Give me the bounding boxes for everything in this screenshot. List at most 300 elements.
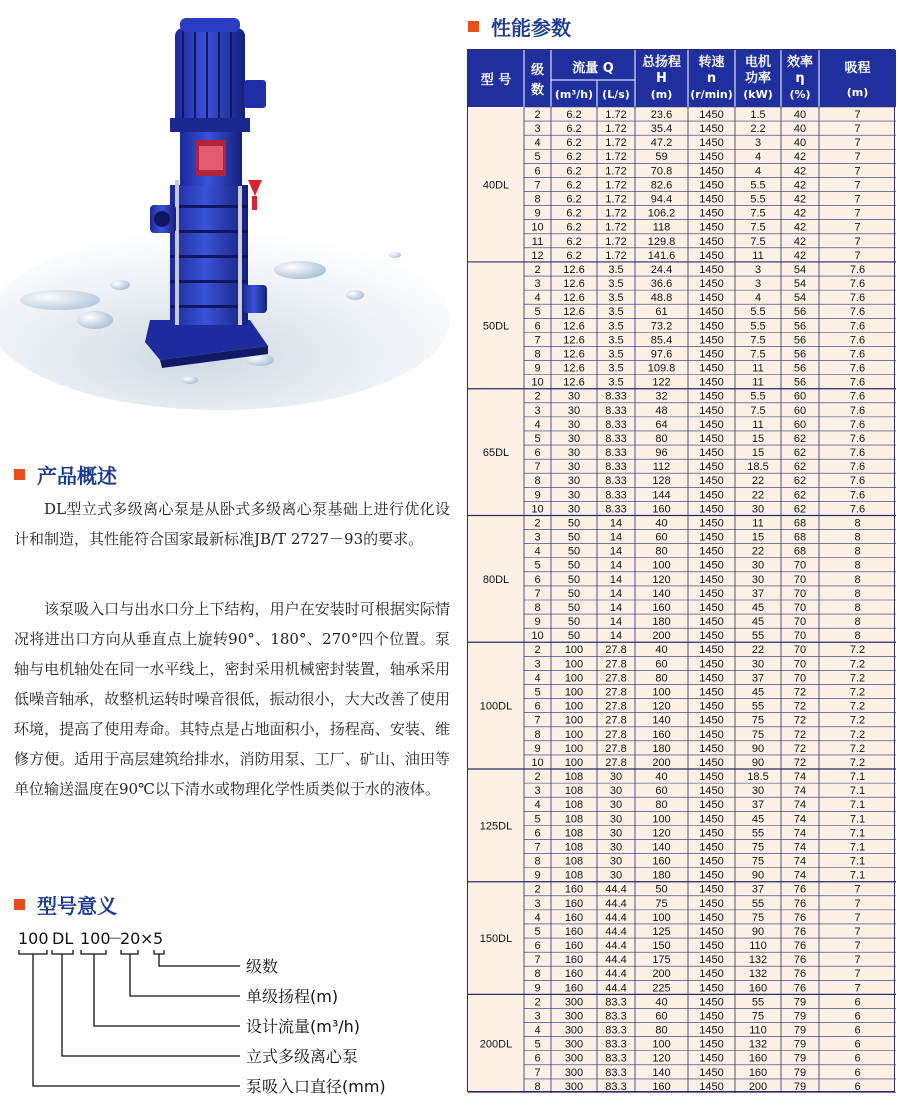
cell-50DL-1-3: 36.6 <box>650 278 673 291</box>
cell-100DL-8-1: 100 <box>564 756 584 769</box>
cell-125DL-3-6: 74 <box>793 813 807 826</box>
cell-125DL-7-4: 1450 <box>699 869 724 882</box>
cell-50DL-0-1: 12.6 <box>563 263 585 276</box>
cell-40DL-1-6: 40 <box>793 123 807 136</box>
cell-125DL-3-3: 100 <box>652 813 671 826</box>
cell-150DL-4-2: 44.4 <box>605 940 627 953</box>
header-efficiency-mid: η <box>795 71 805 86</box>
cell-80DL-4-4: 1450 <box>699 573 724 586</box>
cell-50DL-6-0: 8 <box>534 348 541 361</box>
cell-100DL-8-5: 90 <box>751 756 765 769</box>
cell-125DL-3-5: 45 <box>751 813 765 826</box>
cell-200DL-4-3: 120 <box>652 1052 671 1065</box>
model-meaning-title: 型号意义 <box>37 894 117 918</box>
cell-80DL-6-3: 160 <box>652 601 671 614</box>
header-speed-unit: (r/min) <box>690 88 733 101</box>
cell-50DL-7-3: 109.8 <box>647 362 676 375</box>
cell-200DL-5-7: 6 <box>854 1066 861 1079</box>
product-overview-heading <box>14 460 117 489</box>
cell-40DL-6-1: 6.2 <box>566 193 582 206</box>
cell-40DL-10-7: 7 <box>854 249 861 262</box>
cell-125DL-6-7: 7.1 <box>849 855 866 868</box>
cell-40DL-0-5: 1.5 <box>750 108 766 121</box>
cell-125DL-2-0: 4 <box>534 799 541 812</box>
cell-50DL-5-6: 56 <box>793 334 807 347</box>
cell-125DL-4-3: 120 <box>652 827 671 840</box>
cell-40DL-5-0: 7 <box>534 179 541 192</box>
performance-heading <box>468 12 571 41</box>
cell-50DL-8-0: 10 <box>531 376 544 389</box>
cell-65DL-5-3: 112 <box>652 461 671 474</box>
cell-125DL-5-5: 75 <box>751 841 765 854</box>
cell-80DL-8-1: 50 <box>567 630 581 643</box>
cell-40DL-9-6: 42 <box>793 235 807 248</box>
cell-80DL-7-3: 180 <box>652 616 671 629</box>
cell-125DL-0-3: 40 <box>655 771 668 784</box>
cell-150DL-7-3: 225 <box>652 982 671 995</box>
cell-40DL-9-3: 129.8 <box>647 235 676 248</box>
cell-50DL-4-6: 56 <box>793 320 807 333</box>
cell-125DL-2-2: 30 <box>609 799 623 812</box>
cell-125DL-0-5: 18.5 <box>747 771 769 784</box>
cell-65DL-2-1: 30 <box>567 418 581 431</box>
cell-100DL-1-7: 7.2 <box>849 658 866 671</box>
header-head-unit: (m) <box>650 88 673 101</box>
cell-80DL-1-3: 60 <box>655 531 668 544</box>
cell-50DL-5-5: 7.5 <box>750 334 766 347</box>
code-head: 20 <box>120 929 141 948</box>
cell-40DL-7-5: 7.5 <box>750 207 766 220</box>
cell-50DL-1-2: 3.5 <box>608 278 624 291</box>
cell-100DL-2-0: 4 <box>534 672 541 685</box>
cell-125DL-3-2: 30 <box>609 813 623 826</box>
cell-200DL-1-7: 6 <box>854 1010 861 1023</box>
cell-50DL-7-2: 3.5 <box>608 362 624 375</box>
header-model: 型 号 <box>480 73 512 88</box>
cell-80DL-4-2: 14 <box>609 573 623 586</box>
cell-50DL-2-4: 1450 <box>699 292 724 305</box>
cell-100DL-5-4: 1450 <box>699 714 724 727</box>
cell-100DL-6-4: 1450 <box>699 728 724 741</box>
cell-80DL-1-2: 14 <box>609 531 623 544</box>
header-stages-1: 级 <box>530 63 545 78</box>
cell-80DL-2-4: 1450 <box>699 545 724 558</box>
cell-65DL-1-5: 7.5 <box>750 404 766 417</box>
cell-125DL-7-6: 74 <box>793 869 807 882</box>
cell-80DL-7-4: 1450 <box>699 616 724 629</box>
cell-40DL-0-4: 1450 <box>699 108 724 121</box>
cell-100DL-7-7: 7.2 <box>849 742 866 755</box>
cell-150DL-2-1: 160 <box>564 911 584 924</box>
cell-125DL-1-2: 30 <box>609 785 623 798</box>
cell-100DL-4-7: 7.2 <box>849 700 866 713</box>
cell-65DL-4-6: 62 <box>793 447 807 460</box>
cell-50DL-7-1: 12.6 <box>563 362 585 375</box>
cell-150DL-5-1: 160 <box>564 954 584 967</box>
cell-200DL-0-2: 83.3 <box>605 996 627 1009</box>
cell-40DL-3-2: 1.72 <box>605 151 627 164</box>
cell-65DL-5-6: 62 <box>793 461 807 474</box>
cell-40DL-3-1: 6.2 <box>566 151 582 164</box>
cell-150DL-2-6: 76 <box>793 911 807 924</box>
cell-125DL-1-3: 60 <box>655 785 668 798</box>
cell-65DL-1-4: 1450 <box>699 404 724 417</box>
cell-65DL-3-2: 8.33 <box>605 432 627 445</box>
cell-40DL-0-3: 23.6 <box>650 108 673 121</box>
cell-100DL-8-7: 7.2 <box>849 756 866 769</box>
cell-40DL-1-3: 35.4 <box>650 123 673 136</box>
cell-200DL-4-0: 6 <box>534 1052 541 1065</box>
cell-65DL-0-0: 2 <box>534 390 541 403</box>
cell-40DL-3-0: 5 <box>534 151 541 164</box>
cell-200DL-2-1: 300 <box>564 1024 584 1037</box>
model-label-65DL: 65DL <box>482 447 510 460</box>
cell-80DL-4-3: 120 <box>652 573 671 586</box>
cell-50DL-4-0: 6 <box>534 320 541 333</box>
cell-200DL-2-7: 6 <box>854 1024 861 1037</box>
cell-100DL-2-6: 70 <box>793 672 807 685</box>
cell-150DL-2-4: 1450 <box>699 911 724 924</box>
cell-80DL-5-3: 140 <box>652 587 671 600</box>
cell-100DL-7-3: 180 <box>652 742 671 755</box>
cell-80DL-0-6: 68 <box>793 517 807 530</box>
cell-65DL-8-5: 30 <box>751 503 765 516</box>
cell-100DL-8-6: 72 <box>793 756 807 769</box>
cell-150DL-6-5: 132 <box>748 968 768 981</box>
cell-40DL-5-3: 82.6 <box>650 179 673 192</box>
cell-65DL-6-2: 8.33 <box>605 475 627 488</box>
cell-50DL-8-3: 122 <box>652 376 671 389</box>
cell-80DL-3-4: 1450 <box>699 559 724 572</box>
overview-paragraph-1: DL型立式多级离心泵是从卧式多级离心泵基础上进行优化设计和制造，其性能符合国家最新标准JB/T 2727－93的要求。 <box>14 500 450 548</box>
model-label-150DL: 150DL <box>479 933 513 946</box>
cell-50DL-2-5: 4 <box>754 292 762 305</box>
cell-50DL-6-6: 56 <box>793 348 807 361</box>
cell-80DL-3-0: 5 <box>534 559 541 572</box>
cell-100DL-4-2: 27.8 <box>605 700 627 713</box>
cell-200DL-2-3: 80 <box>655 1024 668 1037</box>
header-power-unit: (kW) <box>743 88 773 101</box>
cell-80DL-6-4: 1450 <box>699 601 724 614</box>
cell-80DL-2-6: 68 <box>793 545 807 558</box>
cell-150DL-5-5: 132 <box>748 954 768 967</box>
cell-80DL-3-7: 8 <box>854 559 861 572</box>
cell-80DL-0-3: 40 <box>655 517 668 530</box>
cell-50DL-8-2: 3.5 <box>608 376 624 389</box>
cell-40DL-7-3: 106.2 <box>647 207 676 220</box>
cell-50DL-0-5: 3 <box>754 263 762 276</box>
cell-100DL-3-3: 100 <box>652 686 671 699</box>
model-code-connectors <box>19 950 240 1086</box>
cell-80DL-1-5: 15 <box>751 531 765 544</box>
code-flow: 100 <box>80 929 111 948</box>
code-dash: － <box>107 929 124 948</box>
code-type: DL <box>52 929 74 948</box>
cell-100DL-8-4: 1450 <box>699 756 724 769</box>
cell-150DL-5-3: 175 <box>652 954 671 967</box>
cell-40DL-7-2: 1.72 <box>605 207 627 220</box>
cell-50DL-2-7: 7.6 <box>849 292 866 305</box>
cell-150DL-6-7: 7 <box>854 968 861 981</box>
cell-40DL-1-7: 7 <box>854 123 861 136</box>
overview-paragraph-2: 该泵吸入口与出水口分上下结构，用户在安装时可根据实际情况将进出口方向从垂直点上旋转90°、180°、270°四个位置。泵轴与电机轴处在同一水平线上，密封采用机械密封装置，轴承采用低噪音轴承，故整机运转时噪音很低，振动很小，大大改善了使用环境，提高了使用寿命。其特点是占地面积小，扬程高、安装、维修方便。适用于高层建筑给排水，消防用泵、工厂、矿山、油田等单位输送温度在90℃以下清水或物理化学性质类似于水的液体。 <box>14 600 450 798</box>
cell-100DL-6-0: 8 <box>534 728 541 741</box>
cell-100DL-0-4: 1450 <box>699 644 724 657</box>
cell-40DL-7-6: 42 <box>793 207 807 220</box>
cell-65DL-0-3: 32 <box>655 390 668 403</box>
cell-125DL-1-5: 30 <box>751 785 765 798</box>
cell-100DL-2-7: 7.2 <box>849 672 866 685</box>
cell-200DL-5-0: 7 <box>534 1066 541 1079</box>
cell-40DL-1-4: 1450 <box>699 123 724 136</box>
cell-50DL-4-5: 5.5 <box>750 320 766 333</box>
cell-65DL-2-3: 64 <box>655 418 668 431</box>
cell-125DL-6-4: 1450 <box>699 855 724 868</box>
header-suction-unit: (m) <box>846 86 869 99</box>
cell-65DL-6-0: 8 <box>534 475 541 488</box>
cell-50DL-7-5: 11 <box>752 362 764 375</box>
cell-65DL-8-2: 8.33 <box>605 503 627 516</box>
cell-50DL-6-1: 12.6 <box>563 348 585 361</box>
cell-200DL-1-3: 60 <box>655 1010 668 1023</box>
cell-40DL-6-2: 1.72 <box>605 193 627 206</box>
orange-square-icon <box>14 899 25 910</box>
cell-65DL-7-2: 8.33 <box>605 489 627 502</box>
cell-150DL-0-5: 37 <box>751 883 765 896</box>
cell-200DL-2-4: 1450 <box>699 1024 724 1037</box>
cell-40DL-4-1: 6.2 <box>566 165 582 178</box>
cell-150DL-6-6: 76 <box>793 968 807 981</box>
cell-125DL-7-3: 180 <box>652 869 671 882</box>
cell-50DL-7-7: 7.6 <box>849 362 866 375</box>
model-label-200DL: 200DL <box>479 1038 513 1051</box>
cell-200DL-6-4: 1450 <box>699 1080 724 1093</box>
cell-65DL-1-6: 60 <box>793 404 807 417</box>
cell-100DL-6-1: 100 <box>564 728 584 741</box>
cell-50DL-2-3: 48.8 <box>650 292 673 305</box>
cell-50DL-0-3: 24.4 <box>650 263 673 276</box>
cell-100DL-3-1: 100 <box>564 686 584 699</box>
cell-65DL-4-2: 8.33 <box>605 447 627 460</box>
cell-80DL-5-7: 8 <box>854 587 861 600</box>
cell-100DL-2-3: 80 <box>655 672 668 685</box>
cell-150DL-4-5: 110 <box>749 940 767 953</box>
cell-65DL-3-1: 30 <box>567 432 581 445</box>
cell-40DL-10-5: 11 <box>752 249 764 262</box>
cell-200DL-6-5: 200 <box>748 1080 768 1093</box>
cell-125DL-5-1: 108 <box>564 841 584 854</box>
orange-square-icon <box>468 21 479 32</box>
cell-65DL-5-4: 1450 <box>699 461 724 474</box>
cell-50DL-0-2: 3.5 <box>608 263 624 276</box>
cell-65DL-0-4: 1450 <box>699 390 724 403</box>
cell-65DL-0-7: 7.6 <box>849 390 866 403</box>
cell-125DL-5-6: 74 <box>793 841 807 854</box>
cell-100DL-5-3: 140 <box>652 714 671 727</box>
cell-80DL-0-1: 50 <box>567 517 581 530</box>
cell-100DL-4-4: 1450 <box>699 700 724 713</box>
cell-50DL-3-1: 12.6 <box>563 306 585 319</box>
cell-80DL-7-2: 14 <box>609 616 623 629</box>
cell-65DL-4-5: 15 <box>751 447 765 460</box>
cell-150DL-7-7: 7 <box>854 982 861 995</box>
cell-50DL-5-3: 85.4 <box>650 334 673 347</box>
cell-150DL-4-4: 1450 <box>699 940 724 953</box>
cell-125DL-7-7: 7.1 <box>849 869 866 882</box>
cell-80DL-4-5: 30 <box>751 573 765 586</box>
cell-80DL-0-4: 1450 <box>699 517 724 530</box>
cell-200DL-0-4: 1450 <box>699 996 724 1009</box>
cell-40DL-4-0: 6 <box>534 165 541 178</box>
cell-50DL-6-4: 1450 <box>699 348 724 361</box>
cell-40DL-1-0: 3 <box>534 123 541 136</box>
code-diameter: 100 <box>18 929 49 948</box>
cell-100DL-5-2: 27.8 <box>605 714 627 727</box>
cell-80DL-6-1: 50 <box>567 601 581 614</box>
cell-50DL-7-6: 56 <box>793 362 807 375</box>
cell-150DL-7-4: 1450 <box>699 982 724 995</box>
cell-125DL-4-6: 74 <box>793 827 807 840</box>
cell-40DL-4-4: 1450 <box>699 165 724 178</box>
cell-65DL-5-5: 18.5 <box>747 461 769 474</box>
cell-100DL-0-5: 22 <box>751 644 765 657</box>
label-pump-type: 立式多级离心泵 <box>246 1047 359 1066</box>
cell-65DL-6-6: 62 <box>793 475 807 488</box>
cell-200DL-1-2: 83.3 <box>605 1010 627 1023</box>
cell-80DL-6-0: 8 <box>534 601 541 614</box>
cell-50DL-1-4: 1450 <box>699 278 724 291</box>
cell-200DL-2-5: 110 <box>749 1024 767 1037</box>
cell-200DL-1-5: 75 <box>751 1010 765 1023</box>
label-design-flow: 设计流量(m³/h) <box>246 1017 361 1036</box>
cell-150DL-6-3: 200 <box>652 968 671 981</box>
model-label-80DL: 80DL <box>482 573 510 586</box>
cell-100DL-7-4: 1450 <box>699 742 724 755</box>
cell-65DL-5-7: 7.6 <box>849 461 866 474</box>
cell-200DL-0-7: 6 <box>854 996 861 1009</box>
cell-150DL-3-1: 160 <box>564 925 584 938</box>
cell-65DL-7-6: 62 <box>793 489 807 502</box>
cell-40DL-6-0: 8 <box>534 193 541 206</box>
cell-40DL-8-4: 1450 <box>699 221 724 234</box>
cell-150DL-5-6: 76 <box>793 954 807 967</box>
cell-150DL-3-0: 5 <box>534 925 541 938</box>
cell-40DL-3-6: 42 <box>793 151 807 164</box>
header-speed-mid: n <box>706 71 717 86</box>
cell-40DL-0-0: 2 <box>534 108 541 121</box>
cell-40DL-6-3: 94.4 <box>650 193 673 206</box>
cell-50DL-4-3: 73.2 <box>650 320 673 333</box>
cell-65DL-1-3: 48 <box>655 404 668 417</box>
cell-200DL-6-7: 6 <box>854 1080 861 1093</box>
cell-100DL-5-5: 75 <box>751 714 765 727</box>
header-flow-m3h: (m³/h) <box>554 88 594 101</box>
cell-65DL-7-7: 7.6 <box>849 489 866 502</box>
cell-150DL-5-4: 1450 <box>699 954 724 967</box>
cell-50DL-8-6: 56 <box>793 376 807 389</box>
cell-150DL-1-0: 3 <box>534 897 541 910</box>
cell-150DL-0-0: 2 <box>534 883 541 896</box>
cell-100DL-5-0: 7 <box>534 714 541 727</box>
cell-200DL-3-2: 83.3 <box>605 1038 627 1051</box>
cell-100DL-3-4: 1450 <box>699 686 724 699</box>
cell-40DL-9-2: 1.72 <box>605 235 627 248</box>
cell-50DL-4-7: 7.6 <box>849 320 866 333</box>
cell-65DL-5-1: 30 <box>567 461 581 474</box>
cell-40DL-8-6: 42 <box>793 221 807 234</box>
cell-80DL-8-0: 10 <box>531 630 544 643</box>
cell-40DL-2-1: 6.2 <box>566 137 582 150</box>
cell-50DL-1-0: 3 <box>534 278 541 291</box>
cell-100DL-6-2: 27.8 <box>605 728 627 741</box>
cell-200DL-5-3: 140 <box>652 1066 671 1079</box>
cell-100DL-4-0: 6 <box>534 700 541 713</box>
cell-50DL-3-3: 61 <box>655 306 668 319</box>
cell-100DL-4-6: 72 <box>793 700 807 713</box>
cell-65DL-1-7: 7.6 <box>849 404 866 417</box>
cell-80DL-8-2: 14 <box>609 630 623 643</box>
cell-40DL-5-6: 42 <box>793 179 807 192</box>
cell-40DL-10-3: 141.6 <box>647 249 676 262</box>
cell-150DL-2-2: 44.4 <box>605 911 627 924</box>
model-meaning-heading <box>14 890 117 919</box>
cell-50DL-3-5: 5.5 <box>750 306 766 319</box>
cell-200DL-2-6: 79 <box>793 1024 807 1037</box>
cell-125DL-2-5: 37 <box>751 799 765 812</box>
cell-65DL-2-7: 7.6 <box>849 418 866 431</box>
cell-80DL-7-6: 70 <box>793 616 807 629</box>
cell-50DL-5-2: 3.5 <box>608 334 624 347</box>
cell-150DL-3-5: 90 <box>751 925 765 938</box>
cell-200DL-0-6: 79 <box>793 996 807 1009</box>
cell-125DL-2-7: 7.1 <box>849 799 866 812</box>
cell-125DL-2-1: 108 <box>564 799 584 812</box>
cell-150DL-0-4: 1450 <box>699 883 724 896</box>
cell-50DL-4-2: 3.5 <box>608 320 624 333</box>
cell-80DL-6-6: 70 <box>793 601 807 614</box>
cell-40DL-2-2: 1.72 <box>605 137 627 150</box>
cell-80DL-3-5: 30 <box>751 559 765 572</box>
label-stages: 级数 <box>246 957 279 976</box>
cell-100DL-1-3: 60 <box>655 658 668 671</box>
cell-200DL-5-1: 300 <box>564 1066 584 1079</box>
cell-100DL-6-3: 160 <box>652 728 671 741</box>
cell-200DL-0-5: 55 <box>751 996 765 1009</box>
cell-100DL-0-3: 40 <box>655 644 668 657</box>
cell-80DL-5-1: 50 <box>567 587 581 600</box>
cell-40DL-8-0: 10 <box>531 221 544 234</box>
cell-65DL-0-5: 5.5 <box>750 390 766 403</box>
cell-80DL-5-6: 70 <box>793 587 807 600</box>
cell-50DL-1-5: 3 <box>754 278 762 291</box>
cell-65DL-6-4: 1450 <box>699 475 724 488</box>
cell-150DL-1-2: 44.4 <box>605 897 627 910</box>
cell-125DL-5-3: 140 <box>652 841 671 854</box>
label-inlet-diameter: 泵吸入口直径(mm) <box>246 1077 386 1096</box>
cell-150DL-7-0: 9 <box>534 982 541 995</box>
cell-200DL-1-6: 79 <box>793 1010 807 1023</box>
cell-50DL-2-2: 3.5 <box>608 292 624 305</box>
cell-100DL-4-5: 55 <box>751 700 765 713</box>
cell-150DL-4-6: 76 <box>793 940 807 953</box>
cell-40DL-1-2: 1.72 <box>605 123 627 136</box>
label-single-stage-head: 单级扬程(m) <box>246 987 339 1006</box>
cell-65DL-7-4: 1450 <box>699 489 724 502</box>
cell-80DL-8-3: 200 <box>652 630 671 643</box>
header-efficiency-top: 效率 <box>786 55 814 70</box>
cell-65DL-3-7: 7.6 <box>849 432 866 445</box>
cell-65DL-5-0: 7 <box>534 461 541 474</box>
